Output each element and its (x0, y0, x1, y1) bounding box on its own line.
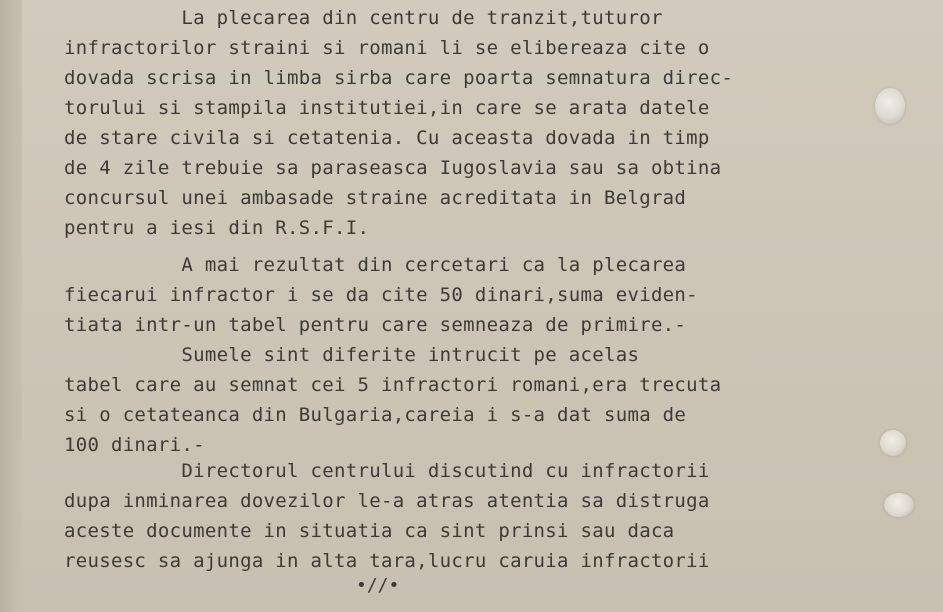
punch-hole (880, 430, 906, 456)
text-line: tiata intr-un tabel pentru care semneaza de primire.- (64, 314, 687, 336)
text-line: La plecarea din centru de tranzit,tuturor (64, 7, 663, 29)
text-line: de stare civila si cetatenia. Cu aceasta dovada in timp (64, 127, 710, 149)
page-continuation-marker: •//• (356, 575, 400, 596)
punch-hole (884, 493, 914, 517)
text-line: 100 dinari.- (64, 434, 205, 456)
text-line: de 4 zile trebuie sa paraseasca Iugoslavia sau sa obtina (64, 157, 722, 179)
text-line: dupa inminarea dovezilor le-a atras atentia sa distruga (64, 490, 710, 512)
text-line: fiecarui infractor i se da cite 50 dinari,suma eviden- (64, 284, 698, 306)
text-line: concursul unei ambasade straine acreditata in Belgrad (64, 187, 687, 209)
text-line: pentru a iesi din R.S.F.I. (64, 217, 370, 239)
text-line: Directorul centrului discutind cu infractorii (64, 460, 710, 482)
punch-hole (875, 88, 905, 124)
text-line: aceste documente in situatia ca sint prinsi sau daca (64, 520, 675, 542)
text-line: si o cetateanca din Bulgaria,careia i s-a dat suma de (64, 404, 687, 426)
text-line: torului si stampila institutiei,in care se arata datele (64, 97, 710, 119)
text-line: Sumele sint diferite intrucit pe acelas (64, 344, 640, 366)
text-line: reusesc sa ajunga in alta tara,lucru caruia infractorii (64, 550, 710, 572)
text-line: dovada scrisa in limba sirba care poarta semnatura direc- (64, 67, 734, 89)
text-line: A mai rezultat din cercetari ca la plecarea (64, 254, 687, 276)
text-line: infractorilor straini si romani li se elibereaza cite o (64, 37, 710, 59)
text-line: tabel care au semnat cei 5 infractori romani,era trecuta (64, 374, 722, 396)
